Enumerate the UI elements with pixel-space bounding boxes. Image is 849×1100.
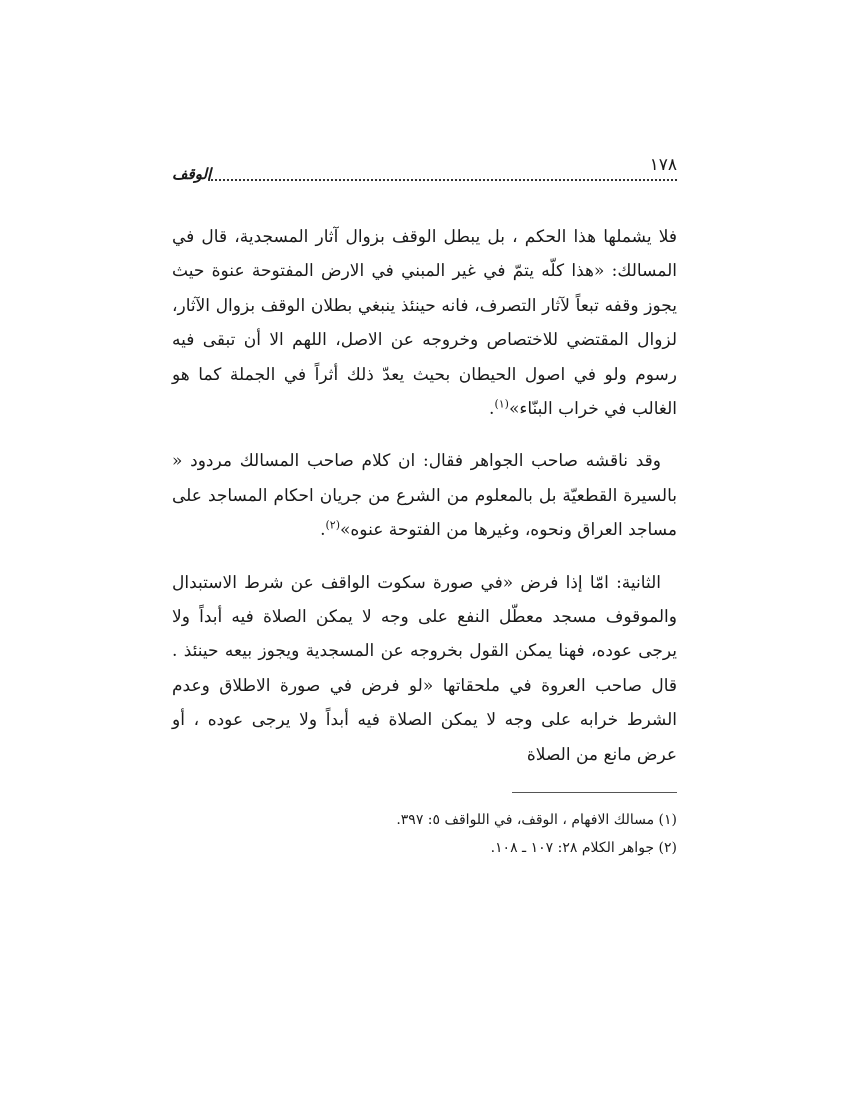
footnote-reference: (١) — [494, 397, 509, 411]
paragraph-end: . — [489, 399, 495, 420]
paragraph-text: الثانية: امّا إذا فرض «في صورة سكوت الواقف عن شرط الاستبدال والموقوف مسجد معطّل النفع على وجه لا يمكن الصلاة فيه أبداً ولا يرجى عوده، فهنا يمكن القول بخروجه عن المسجدية ويجوز بيعه حينئذ . قال صاحب العروة في ملحقاتها «لو فرض في صورة الاطلاق وعدم الشرط خرابه على وجه لا يمكن الصلاة فيه أبداً ولا يرجى عوده ، أو عرض مانع من الصلاة — [172, 572, 677, 765]
paragraph-end: . — [320, 520, 326, 541]
footnote: (٢) جواهر الكلام ٢٨: ١٠٧ ـ ١٠٨. — [490, 840, 677, 856]
header-dotted-leader — [208, 179, 677, 181]
running-title: الوقف — [172, 165, 212, 183]
paragraph-text: وقد ناقشه صاحب الجواهر فقال: ان كلام صاحب المسالك مردود « بالسيرة القطعيّة بل بالمعلوم من الشرع من جريان احكام المساجد على مساجد العراق ونحوه، وغيرها من الفتوحة عنوه» — [172, 451, 677, 541]
footnote-reference: (٢) — [325, 518, 340, 532]
main-text — [172, 220, 677, 772]
paragraph-text: فلا يشملها هذا الحكم ، بل يبطل الوقف بزوال آثار المسجدية، قال في المسالك: «هذا كلّه يتمّ في غير المبني في الارض المفتوحة عنوة حيث يجوز وقفه تبعاً لآثار التصرف، فانه حينئذ ينبغي بطلان الوقف بزوال الآثار، لزوال المقتضي للاختصاص وخروجه عن الاصل، اللهم الا أن تبقى فيه رسوم ولو في اصول الحيطان بحيث يعدّ ذلك أثراً في الجملة كما هو الغالب في خراب البنّاء» — [172, 227, 677, 420]
paragraph — [172, 220, 677, 426]
paragraph — [172, 566, 677, 772]
running-header — [172, 150, 677, 184]
paragraph — [172, 444, 677, 547]
footnotes — [172, 806, 677, 862]
footnote: (١) مسالك الافهام ، الوقف، في اللواقف ٥: ٣٩٧. — [396, 812, 677, 828]
footnote-separator — [512, 792, 677, 793]
page-number: ١٧٨ — [649, 155, 677, 175]
